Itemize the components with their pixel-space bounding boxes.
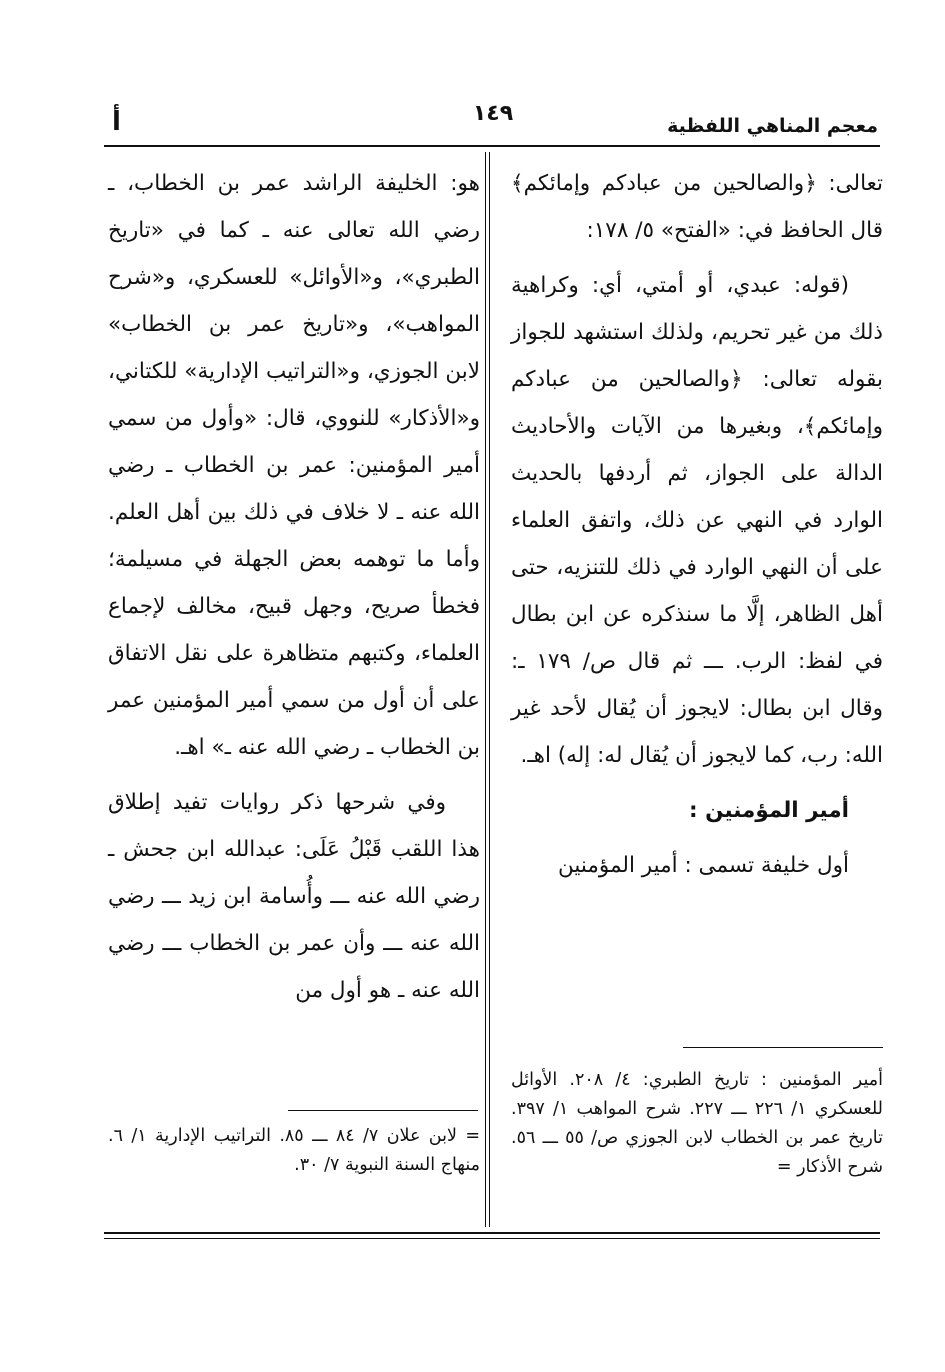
footnote-rule-right	[683, 1047, 883, 1048]
page-mark: أ	[112, 107, 121, 137]
page-number: ١٤٩	[472, 101, 514, 126]
entry-heading: أمير المؤمنين :	[689, 798, 849, 823]
right-column	[511, 160, 883, 889]
column-divider	[485, 152, 490, 1227]
footnote-text: أمير المؤمنين : تاريخ الطبري: ٤/ ٢٠٨. الأوائل للعسكري ١/ ٢٢٦ ـــ ٢٢٧. شرح المواهب ١/ ٣٩٧. تاريخ عمر بن الخطاب لابن الجوزي ص/ ٥٥ ـــ ٥٦. شرح الأذكار =	[511, 1070, 883, 1177]
footer-rule	[104, 1232, 880, 1234]
paragraph: (قوله: عبدي، أو أمتي، أي: وكراهية ذلك من غير تحريم، ولذلك استشهد للجواز بقوله تعالى: ﴿والصالحين من عبادكم وإمائكم﴾، وبغيرها من الآيات والأحاديث الدالة على الجواز، ثم أردفها بالحديث الوارد في النهي عن ذلك، واتفق العلماء على أن النهي الوارد في ذلك للتنزيه، حتى أهل الظاهر، إلَّا ما سنذكره عن ابن بطال في لفظ: الرب. ـــ ثم قال ص/ ١٧٩ ـ: وقال ابن بطال: لايجوز أن يُقال لأحد غير الله: رب، كما لايجوز أن يُقال له: إله) اهـ.	[511, 273, 883, 768]
paragraph: هو: الخليفة الراشد عمر بن الخطاب، ـ رضي الله تعالى عنه ـ كما في «تاريخ الطبري»، و«الأوائل» للعسكري، و«شرح المواهب»، و«تاريخ عمر بن الخطاب» لابن الجوزي، و«التراتيب الإدارية» للكتاني، و«الأذكار» للنووي، قال: «وأول من سمي أمير المؤمنين: عمر بن الخطاب ـ رضي الله عنه ـ لا خلاف في ذلك بين أهل العلم. وأما ما توهمه بعض الجهلة في مسيلمة؛ فخطأ صريح، وجهل قبيح، مخالف لإجماع العلماء، وكتبهم متظاهرة على نقل الاتفاق على أن أول من سمي أمير المؤمنين عمر بن الخطاب ـ رضي الله عنه ـ» اهـ.	[108, 171, 480, 760]
paragraph: وفي شرحها ذكر روايات تفيد إطلاق هذا اللقب قَبْلُ عَلَى: عبدالله ابن جحش ـ رضي الله عنه ـــ وأُسامة ابن زيد ـــ رضي الله عنه ـــ وأن عمر بن الخطاب ـــ رضي الله عنه ـ هو أول من	[108, 790, 480, 1003]
running-title: معجم المناهي اللفظية	[667, 115, 878, 137]
left-column	[108, 160, 480, 1014]
header-rule	[104, 145, 880, 147]
footnote-left	[108, 1122, 480, 1180]
page-header	[108, 95, 878, 145]
footnote-text: = لابن علان ٧/ ٨٤ ـــ ٨٥. التراتيب الإدارية ١/ ٦. منهاج السنة النبوية ٧/ ٣٠.	[108, 1126, 481, 1175]
paragraph: أول خليفة تسمى : أمير المؤمنين	[558, 853, 849, 878]
footer-rule-thin	[104, 1238, 880, 1239]
footnote-rule-left	[288, 1110, 478, 1111]
paragraph: تعالى: ﴿والصالحين من عبادكم وإمائكم﴾ قال الحافظ في: «الفتح» ٥/ ١٧٨:	[511, 171, 883, 243]
footnote-right	[511, 1066, 883, 1182]
